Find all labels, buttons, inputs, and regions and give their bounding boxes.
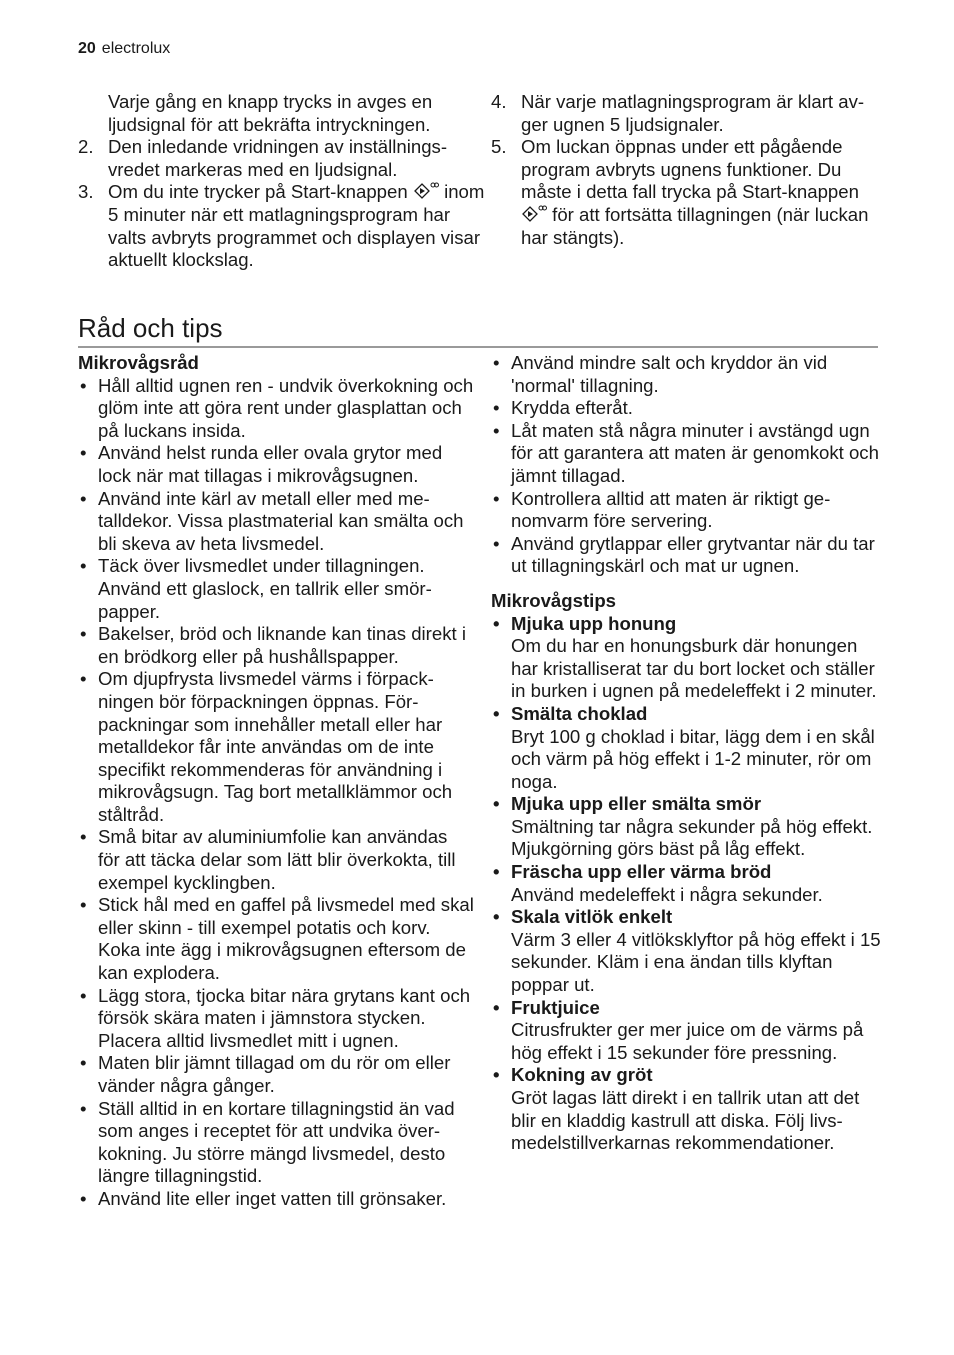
item-text-continued: inom 5 minuter när ett matlagningsprogram har valts avbryts programmet och displayen visar aktuellt klockslag.: [108, 181, 485, 271]
intro-left-column: [78, 91, 488, 272]
list-item: [78, 181, 488, 271]
bullet-item: • Små bitar av aluminiumfolie kan användas för att täcka delar som lätt blir överkokta, till exempel kycklingben.: [78, 826, 474, 894]
tip-item: [491, 906, 883, 996]
bullet-item: • Krydda efteråt.: [491, 397, 883, 420]
section-title: Råd och tips: [78, 311, 878, 348]
page-header: [78, 40, 170, 58]
list-item: [491, 91, 883, 136]
advice-left-column: [78, 352, 474, 1211]
bullet-item: • Stick hål med en gaffel på livsmedel med skal eller skinn - till exempel potatis och korv. Koka inte ägg i mikrovågsugnen eftersom de kan explodera.: [78, 894, 474, 984]
tip-item: [491, 1064, 883, 1154]
list-item: [78, 136, 488, 181]
bullet-item: • Kontrollera alltid att maten är riktigt genomvarm före servering.: [491, 488, 883, 533]
item-text-continued: för att fortsätta tillagningen (när luckan har stängts).: [521, 203, 869, 248]
advice-list: [78, 375, 474, 1211]
tip-text: Om du har en honungsburk där honungen har kristalliserat tar du bort locket och ställer in burken i ugnen på medeleffekt i 2 minuter.: [511, 635, 877, 702]
brand-name: electrolux: [101, 40, 171, 57]
start-button-icon: [521, 205, 547, 223]
bullet-item: • Använd mindre salt och kryddor än vid 'normal' tillagning.: [491, 352, 883, 397]
tip-text: Citrusfrukter ger mer juice om de värms på hög effekt i 15 sekunder före pressning.: [511, 1019, 864, 1063]
advice-right-column: [491, 352, 883, 1155]
continuation-text: Varje gång en knapp trycks in avges en ljudsignal för att bekräfta intryckningen.: [108, 91, 433, 135]
item-text: Om du inte trycker på Start-knappen: [108, 181, 408, 203]
tip-title: • Mjuka upp eller smälta smör: [511, 793, 762, 815]
tip-title: • Mjuka upp honung: [511, 612, 677, 634]
microwave-tips-heading: Mikrovågstips: [491, 589, 617, 611]
advice-list-continued: [491, 352, 883, 578]
start-button-icon: [413, 182, 439, 200]
item-text: När varje matlagningsprogram är klart avger ugnen 5 ljudsignaler.: [521, 91, 865, 135]
bullet-item: • Lägg stora, tjocka bitar nära grytans kant och försök skära maten i jämnstora stycken. Placera alltid livsmedlet mitt i ugnen.: [78, 985, 474, 1053]
bullet-item: • Bakelser, bröd och liknande kan tinas direkt i en brödkorg eller på hushållspapper.: [78, 623, 474, 668]
bullet-item: • Låt maten stå några minuter i avstängd ugn för att garantera att maten är genomkokt och jämnt tillagad.: [491, 420, 883, 488]
bullet-item: • Ställ alltid in en kortare tillagningstid än vad som anges i receptet för att undvika överkokning. Ju större mängd livsmedel, desto längre tillagningstid.: [78, 1098, 474, 1188]
tip-text: Värm 3 eller 4 vitlöksklyftor på hög effekt i 15 sekunder. Kläm i ena ändan tills klyftan poppar ut.: [511, 928, 881, 996]
page-number: 20: [78, 40, 96, 57]
bullet-item: • Använd grytlappar eller grytvantar när du tar ut tillagningskärl och mat ur ugnen.: [491, 533, 883, 578]
tip-title: • Fruktjuice: [511, 996, 600, 1018]
item-number: 3.: [78, 181, 94, 203]
tip-item: [491, 997, 883, 1065]
tip-title: • Kokning av gröt: [511, 1064, 653, 1086]
list-item: [491, 136, 883, 249]
bullet-item: • Använd helst runda eller ovala grytor med lock när mat tillagas i mikrovågsugnen.: [78, 442, 474, 487]
tip-item: [491, 703, 883, 793]
tip-item: [491, 793, 883, 861]
tip-title: • Smälta choklad: [511, 702, 648, 724]
item-number: 2.: [78, 136, 94, 158]
tip-item: [491, 613, 883, 703]
bullet-item: • Maten blir jämnt tillagad om du rör om eller vänder några gånger.: [78, 1052, 474, 1097]
tip-text: Gröt lagas lätt direkt i en tallrik utan att det blir en kladdig kastrull att diska. Följ livsmedelstillverkarnas rekommendationer.: [511, 1087, 860, 1154]
bullet-item: • Håll alltid ugnen ren - undvik överkokning och glöm inte att göra rent under glasplattan och på luckans insida.: [78, 375, 474, 443]
item-text: Den inledande vridningen av inställningsvredet markeras med en ljudsignal.: [108, 136, 448, 180]
tips-list: [491, 613, 883, 1155]
item-text: Om luckan öppnas under ett pågående program avbryts ugnens funktioner. Du måste i detta fall trycka på Start-knappen: [521, 136, 859, 203]
bullet-item: • Använd lite eller inget vatten till grönsaker.: [78, 1188, 474, 1211]
item-number: 4.: [491, 91, 507, 112]
tip-item: [491, 861, 883, 906]
intro-right-column: [491, 91, 883, 249]
tip-text: Bryt 100 g choklad i bitar, lägg dem i en skål och värm på hög effekt i 1-2 minuter, rör om noga.: [511, 725, 875, 792]
bullet-item: • Använd inte kärl av metall eller med metalldekor. Vissa plastmaterial kan smälta och bli skeva av heta livsmedel.: [78, 488, 474, 556]
tip-text: Smältning tar några sekunder på hög effekt. Mjukgörning görs bäst på låg effekt.: [511, 815, 873, 860]
tip-text: Använd medeleffekt i några sekunder.: [511, 883, 823, 905]
tip-title: • Fräscha upp eller värma bröd: [511, 861, 772, 883]
bullet-item: • Täck över livsmedlet under tillagningen. Använd ett glaslock, en tallrik eller smörpapper.: [78, 555, 474, 623]
microwave-advice-heading: Mikrovågsråd: [78, 352, 199, 373]
tip-title: • Skala vitlök enkelt: [511, 906, 673, 928]
item-number: 5.: [491, 136, 507, 158]
bullet-item: • Om djupfrysta livsmedel värms i förpackningen bör förpackningen öppnas. Förpackningar som innehåller metall eller har metalldekor får inte användas om de inte specifikt rekommenderas för användning i mikrovågsugn. Tag bort metallklämmor och ståltråd.: [78, 668, 474, 826]
